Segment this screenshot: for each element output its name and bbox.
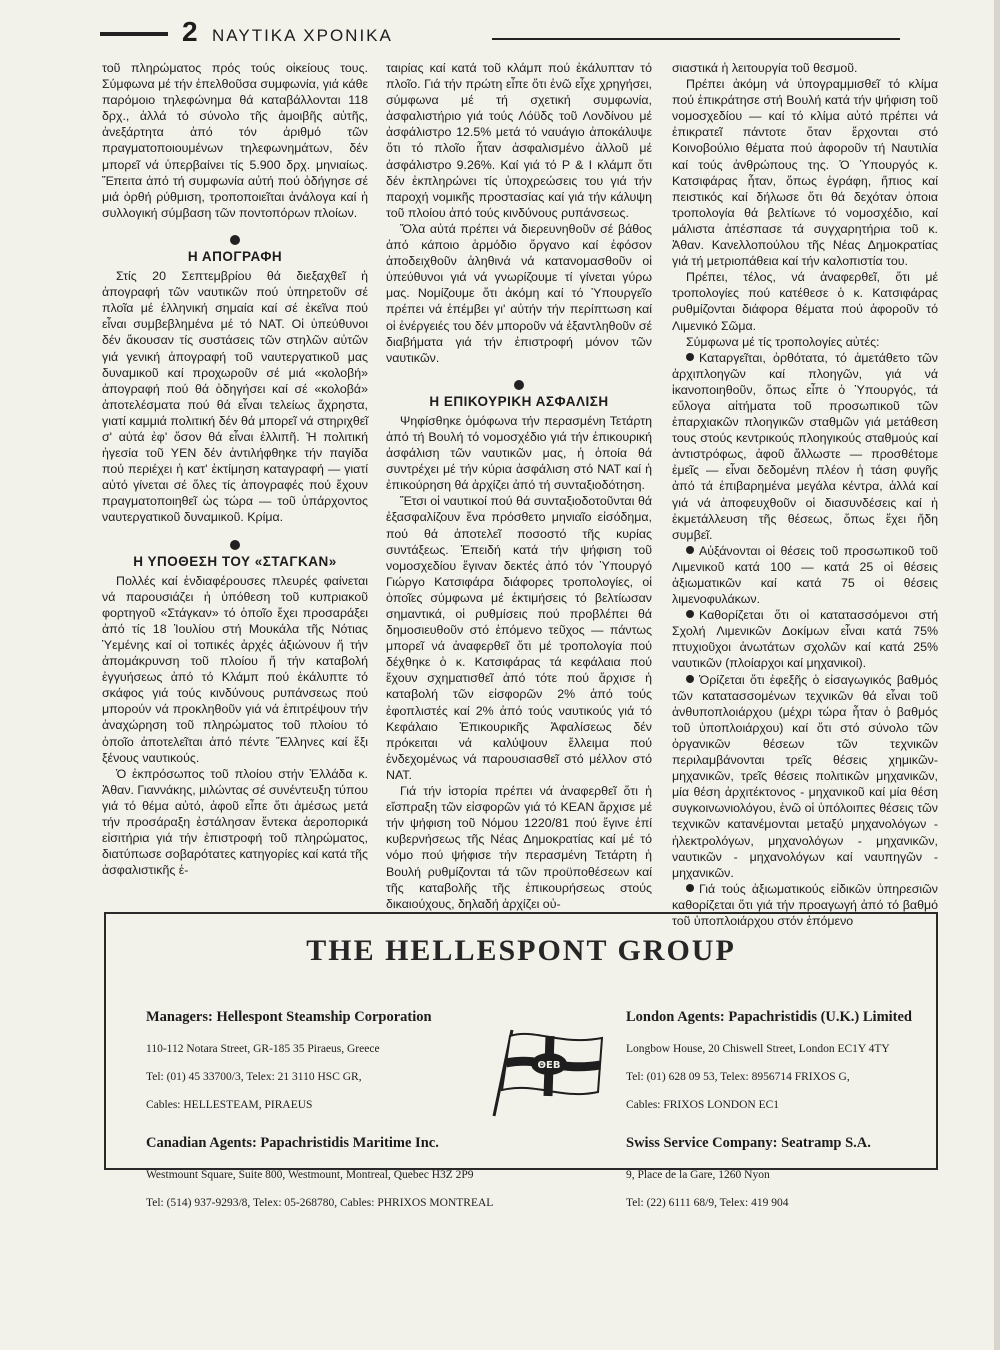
paragraph: Στίς 20 Σεπτεμβρίου θά διεξαχθεῖ ἡ ἀπογραφή τῶν ναυτικῶν πού ὑπηρετοῦν σέ πλοῖα μέ ἑλληνική σημαία καί σέ ἐκεῖνα πού εἶναι συμβεβλημένα μέ τό ΝΑΤ. Οἱ ὑπεύθυνοι δέν ἄκουσαν τίς συστάσεις τῶν στηλῶν αὐτῶν γιά γενική ἀπογραφή τοῦ ναυτεργατικοῦ μας δυναμικοῦ καί προχωροῦν σέ μιά «κολοβή» ἀπογραφή πού θά ὁδηγήσει καί σέ «κολοβά» ἀποτελέσματα πού θά εἶναι τελείως ἄχρηστα, γιατί καμμιά πολιτική δέν θά μπορεῖ νά στηριχθεῖ σ' αὐτά ἐφ' ὅσον θά εἶναι ἐλλιπῆ. Ἡ πολιτική ἡγεσία τοῦ ΥΕΝ δέν ἀντιλήφθηκε τήν παγίδα πού περιέχει ἡ κατ' ἐκτίμηση καταγραφή — γιατί αὐτό γίνεται σέ ὅλες τίς ἀπογραφές πού ἔχουν πραγματοποιηθεῖ ὡς τώρα — τοῦ ὑπάρχοντος ναυτεργατικοῦ δυναμικοῦ. Κρίμα.	[102, 269, 368, 525]
section-bullet-icon	[102, 538, 368, 552]
publication-name: ΝΑΥΤΙΚΑ ΧΡΟΝΙΚΑ	[212, 26, 393, 45]
list-item	[672, 350, 938, 543]
london-heading: London Agents: Papachristidis (U.K.) Limited	[626, 1009, 912, 1025]
list-item-text: Ὁρίζεται ὅτι ἐφεξῆς ὁ εἰσαγωγικός βαθμός τῶν κατατασσομένων τεχνικῶν θά εἶναι τοῦ ἀνθυποπλοιάρχου (μέχρι τώρα ἦταν ὁ βαθμός τοῦ ὑποπλοιάρχου) καί ὅτι στό σύνολο τῶν ὀργανικῶν θέσεων τῶν τεχνικῶν περιλαμβάνονται τρεῖς θέσεις χημικῶν-μηχανικῶν, τρεῖς θέσεις πολιτικῶν μηχανικῶν, μία θέση ἀρχιτέκτονος - μηχανικοῦ καί μία θέση συγκοινωνιολόγου, ἐνῶ οἱ ὑπόλοιπες θέσεις τῶν τεχνικῶν κατανέμονται μεταξύ μηχανολόγων - ἠλεκτρολόγων, μηχανολόγων - μηχανικῶν, ναυτικῶν - μηχανολόγων καί ναυπηγῶν - μηχανικῶν.	[672, 672, 938, 880]
header-rule-right	[492, 38, 900, 40]
list-item-text: Καθορίζεται ὅτι οἱ κατατασσόμενοι στή Σχολή Λιμενικῶν Δοκίμων εἶναι κατά 75% πτυχιοῦχοι ἀνωτάτων σχολῶν καί κατά 25% ναυτικῶν (πλοίαρχοι καί μηχανικοί).	[672, 608, 938, 671]
section-heading-apografi: Η ΑΠΟΓΡΑΦΗ	[187, 248, 283, 264]
bullet-icon	[686, 675, 694, 683]
swiss-address: 9, Place de la Gare, 1260 Nyon	[626, 1169, 770, 1181]
page-header	[100, 18, 900, 52]
managers-address: 110-112 Notara Street, GR-185 35 Piraeus, Greece	[146, 1043, 380, 1055]
section-bullet-icon	[102, 233, 368, 247]
paragraph: Πρέπει, τέλος, νά ἀναφερθεῖ, ὅτι μέ τροπολογίες πού κατέθεσε ὁ κ. Κατσιφάρας ρυθμίζονται διάφορα θέματα πού ἀφοροῦν τό Λιμενικό Σῶμα.	[672, 270, 938, 333]
list-item-text: Καταργεῖται, ὀρθότατα, τό ἀμετάθετο τῶν ἀρχιπλοηγῶν καί πλοηγῶν, γιά νά ἱκανοποιηθοῦν, ὅπως εἶπε ὁ Ὑπουργός, τά εὔλογα αἰτήματα τοῦ προσωπικοῦ τῶν ἐπαρχιακῶν πλοηγικῶν σταθμῶν γιά μετάθεση τους στούς κεντρικούς πλοηγικούς σταθμούς καί ἀντιστρόφως, ἀφοῦ ἄλλωστε — προσθέτομε ἐμεῖς — εἶναι δεδομένη πλέον ἡ τάση φυγῆς ἀπό τά ἐπιβαρημένα μεγάλα κέντρα, ἀλλά καί γιά νά ἀποφευχθοῦν οἱ διασυνδέσεις καί ἡ ἐκμετάλλευση τῆς θέσεως, ὅπως ἔχει ἤδη συμβεῖ.	[672, 350, 938, 542]
header-rule-left	[100, 32, 168, 36]
canada-address: Westmount Square, Suite 800, Westmount, Montreal, Quebec H3Z 2P9	[146, 1169, 474, 1181]
swiss-phone: Tel: (22) 6111 68/9, Telex: 419 904	[626, 1197, 789, 1209]
paragraph: Ὅλα αὐτά πρέπει νά διερευνηθοῦν σέ βάθος ἀπό κάποιο ἁρμόδιο ὄργανο καί ἐφόσον ἀποδειχθοῦν ἀληθινά νά κατανομασθοῦν οἱ ὑπεύθυνοι γιά νά γνωρίζουμε τί γίνεται γύρω μας. Νομίζουμε ὅτι ἀκόμη καί τό Ὑπουργεῖο πρέπει νά ἐπέμβει γι' αὐτήν τήν περίπτωση καί οἱ ἐνέργειές του δέν μποροῦν νά ἐξαντληθοῦν σέ διαβήματα γιά τήν ἐπιστροφή μόνον τῶν ναυτικῶν.	[386, 221, 652, 365]
ad-title: THE HELLESPONT GROUP	[306, 934, 736, 967]
paragraph: σιαστικά ἡ λειτουργία τοῦ θεσμοῦ.	[672, 61, 858, 75]
paragraph: Πρέπει ἀκόμη νά ὑπογραμμισθεῖ τό κλίμα πού ἐπικράτησε στή Βουλή κατά τήν ψήφιση τοῦ νομοσχεδίου — καί τό κλίμα αὐτό πρέπει νά ἐπικρατεῖ πάντοτε ὅταν ἔρχονται στό Κοινοβούλιο θέματα πού ἀφοροῦν τή Ναυτιλία καί τούς ἀνθρώπους της. Ὁ Ὑπουργός κ. Κατσιφάρας ἦταν, ὅπως ἐγράφη, ἤπιος καί πειστικός καί δήλωσε ὅτι θά δεχόταν ὁποια τροπολογία θά βελτίωνε τό νομοσχέδιο, καί μάλιστα ἀπέσπασε τά συγχαρητήρια τοῦ κ. Ἀθαν. Κανελλοπούλου τῆς Νέας Δημοκρατίας γιά τή μετριοπάθεια καί τήν καλοπιστία του.	[672, 77, 938, 269]
london-agents-block	[626, 1010, 926, 1126]
list-item	[672, 543, 938, 607]
paragraph: Ἔτσι οἱ ναυτικοί πού θά συνταξιοδοτοῦνται θά ἐξασφαλίζουν ἕνα πρόσθετο μηνιαῖο εἰσόδημα, πού θά ἀποτελεῖ ποσοστό τῆς κυρίας συντάξεως. Ἐπειδή κατά τήν ψήφιση τοῦ νομοσχεδίου ἔγιναν δεκτές ἀπό τόν Ὑπουργό Γιώργο Κατσιφάρα διάφορες τροπολογίες, οἱ ὁποῖες σύμφωνα μέ ἐκτιμήσεις τό βελτίωσαν σημαντικά, οἱ ρυθμίσεις πού προβλέπει θά δημοσιευθοῦν στό ἑπόμενο τεῦχος — πάντως μπορεῖ νά ἀναφερθεῖ ὅτι μέ τροπολογία πού δέχθηκε ὁ κ. Κατσιφάρας τά κεφάλαια πού ἔχουν σχηματισθεῖ ἀπό τότε πού ἄρχισε ἡ καταβολή τῶν εἰσφορῶν 2% ἀπό τούς ἐφοπλιστές καί 2% ἀπό τούς ναυτικούς γιά τό Κεφάλαιο Ἐπικουρικῆς Ἀφαλίσεως δέν πρόκειται νά καλύψουν ἔλλειμα πού ἐνδεχομένως νά παρουσιασθεῖ στό μέλλον στό ΝΑΤ.	[386, 494, 652, 782]
canadian-agents-block	[146, 1136, 546, 1224]
flag-lettering: ΘΕΒ	[537, 1060, 561, 1071]
company-flag-icon	[490, 1026, 608, 1118]
bullet-icon	[686, 546, 694, 554]
column-3	[672, 60, 938, 929]
canada-phone: Tel: (514) 937-9293/8, Telex: 05-268780, Cables: PHRIXOS MONTREAL	[146, 1197, 494, 1209]
column-1	[102, 60, 368, 878]
hellespont-advertisement	[104, 912, 938, 1209]
paragraph: τοῦ πληρώματος πρός τούς οἰκείους τους. Σύμφωνα μέ τήν ἐπελθοῦσα συμφωνία, γιά κάθε παρόμοιο τηλεφώνημα θά καταβάλλονται 118 δρχ., ἀλλά τό σύνολο τῆς ἀμοιβῆς αὐτῆς, ἀνεξάρτητα ἀπό τόν ἀριθμό τῶν πραγματοποιουμένων τηλεφωνημάτων, δέν μπορεῖ νά ὑπερβαίνει τίς 5.900 δρχ. μηνιαίως. Ἔπειτα ἀπό τή συμφωνία αὐτή πού ὁδήγησε σέ μιά ὀρθή ρύθμιση, τροποποιεῖται ἀνάλογα καί ἡ συλλογική σύμβαση τῶν ποντοπόρων πλοίων.	[102, 61, 368, 220]
swiss-service-block	[626, 1136, 926, 1224]
section-heading-epikouriki: Η ΕΠΙΚΟΥΡΙΚΗ ΑΣΦΑΛΙΣΗ	[429, 393, 609, 409]
london-phone: Tel: (01) 628 09 53, Telex: 8956714 FRIXOS G,	[626, 1071, 850, 1083]
paragraph: Πολλές καί ἐνδιαφέρουσες πλευρές φαίνεται νά παρουσιάζει ἡ ὑπόθεση τοῦ κυπριακοῦ φορτηγοῦ «Στάγκαν» τό ὁποῖο ἔχει προσαράξει ἀπό τίς 18 Ἰουλίου στή Μουκάλα τῆς Νότιας Ὑεμένης καί οἱ τοπικές ἀρχές ἀξιώνουν ἤ τήν ἀπομάκρυνση τοῦ πλοίου ἤ τήν καταβολή ἐγγυήσεως ἀπό τό Κλάμπ πού ἐκάλυπτε τό σκάφος γιά τούς κινδύνους ρυπάνσεως πού μπορούν νά προκληθοῦν γιά νά ἐπιτρέψουν τήν ἀναχώρηση τοῦ πληρώματος τοῦ πλοίου τό ὁποῖο ἀποτελεῖται ἀπό πέντε Ἕλληνες καί ἕξι ξένους ναυτικούς.	[102, 573, 368, 765]
managers-block	[146, 1010, 506, 1126]
list-item-text: Γιά τούς ἀξιωματικούς εἰδικῶν ὑπηρεσιῶν καθορίζεται ὅτι γιά τήν προαγωγή ἀπό τό βαθμό τοῦ ὑποπλοιάρχου στόν ἑπόμενο	[672, 881, 938, 928]
managers-phone: Tel: (01) 45 33700/3, Telex: 21 3110 HSC GR,	[146, 1071, 362, 1083]
list-item	[672, 607, 938, 671]
paragraph: ταιρίας καί κατά τοῦ κλάμπ πού ἐκάλυπταν τό πλοῖο. Γιά τήν πρώτη εἶπε ὅτι ἐνῶ εἶχε χρηγήσει, σύμφωνα μέ τή σχετική συμφωνία, ἀσφαλιστήριο γιά τούς Λόϋδς τοῦ Λονδίνου μέ ἀσφάλιστρο 12.5% μετά τό ναυάγιο ἀποκάλυψε ὅτι τό πλοῖο ἦταν ἀσφαλισμένο ἀλλοῦ μέ ἀσφάλιστρο 9.26%. Καί γιά τό P & I κλάμπ ὅτι δέν ἐκπληρώνει τίς ὑποχρεώσεις του γιά τήν παροχή νομικῆς προστασίας καί γιά τήν κάλυψη τοῦ πλοίου ἀπό τούς κινδύνους ρυπάνσεως.	[386, 61, 652, 220]
bullet-icon	[686, 884, 694, 892]
london-address: Longbow House, 20 Chiswell Street, London EC1Y 4TY	[626, 1043, 890, 1055]
london-cables: Cables: FRIXOS LONDON EC1	[626, 1099, 780, 1111]
column-2	[386, 60, 652, 912]
managers-heading: Managers: Hellespont Steamship Corporation	[146, 1009, 432, 1025]
swiss-heading: Swiss Service Company: Seatramp S.A.	[626, 1135, 871, 1151]
page-number: 2	[182, 16, 198, 47]
paragraph: Σύμφωνα μέ τίς τροπολογίες αὐτές:	[686, 334, 880, 349]
page-edge	[994, 0, 1000, 1350]
canada-heading: Canadian Agents: Papachristidis Maritime Inc.	[146, 1135, 439, 1151]
paragraph: Γιά τήν ἱστορία πρέπει νά ἀναφερθεῖ ὅτι ἡ εἴσπραξη τῶν εἰσφορῶν γιά τό ΚΕΑΝ ἄρχισε μέ τήν ψήφιση τοῦ Νόμου 1220/81 πού ἔγινε ἐπί κυβερνήσεως τῆς Νέας Δημοκρατίας καί μέ τό νόμο πού ψήφισε τήν περασμένη Τετάρτη ἡ Βουλή ρυθμίζονται τά τῶν προϋποθέσεων καί τῆς καταβολῆς τῆς ἐπικουρήσεως στούς δικαιούχους, δηλαδή ἀρχίζει οὐ-	[386, 784, 652, 911]
bullet-icon	[686, 610, 694, 618]
list-item-text: Αὐξάνονται οἱ θέσεις τοῦ προσωπικοῦ τοῦ Λιμενικοῦ κατά 100 — κατά 25 οἱ θέσεις ἀξιωματικῶν καί κατά 75 οἱ θέσεις λιμενοφυλάκων.	[672, 543, 938, 607]
paragraph: Ὁ ἐκπρόσωπος τοῦ πλοίου στήν Ἑλλάδα κ. Ἀθαν. Γιαννάκης, μιλώντας σέ συνέντευξη τύπου γιά τό θέμα αὐτό, ἀφοῦ εἶπε ὅτι ἀμέσως μετά τήν προσάραξη ἐστάλησαν ἔντεκα ἀεροπορικά εἰσιτήρια γιά τήν ἐπιστροφή τοῦ πληρώματος, διατύπωσε σοβαρότατες κατηγορίες καί κατά τῆς ἀσφαλιστικῆς ἑ-	[102, 766, 368, 878]
section-heading-stagkan: Η ΥΠΟΘΕΣΗ ΤΟΥ «ΣΤΑΓΚΑΝ»	[133, 553, 337, 569]
list-item	[672, 672, 938, 881]
section-bullet-icon	[386, 378, 652, 392]
paragraph: Ψηφίσθηκε ὁμόφωνα τήν περασμένη Τετάρτη ἀπό τή Βουλή τό νομοσχέδιο γιά τήν ἐπικουρική ἀσφάλιση τῶν ναυτικῶν μας, ἡ ὁποία θά συντρέχει μέ τήν κύρια ἀσφάλιση στό ΝΑΤ καί ἡ ἐπικούρηση θά ἀρχίζει ἀπό τή συνταξιοδότηση.	[386, 413, 652, 493]
bullet-icon	[686, 353, 694, 361]
managers-cables: Cables: HELLESTEAM, PIRAEUS	[146, 1099, 313, 1111]
